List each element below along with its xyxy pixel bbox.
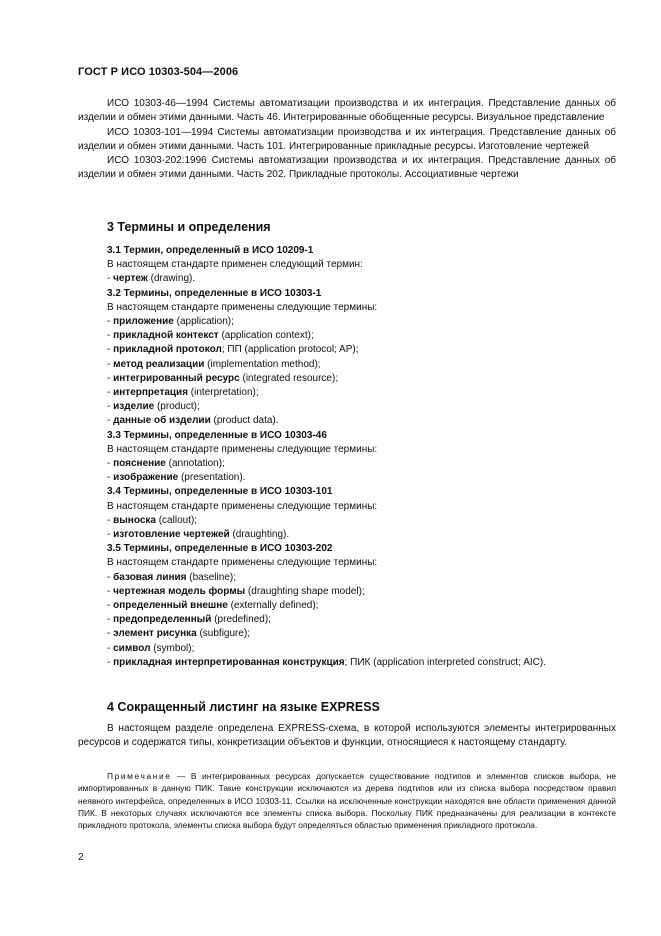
subsection-title: 3.4 Термины, определенные в ИСО 10303-101 [107, 486, 333, 498]
term-name: метод реализации [113, 358, 205, 370]
term-gloss: (symbol); [150, 642, 195, 654]
term-list-item: - выноска (callout); [107, 514, 198, 526]
section-4-title: 4 Сокращенный листинг на языке EXPRESS [107, 700, 380, 714]
term-list-item: - интегрированный ресурс (integrated resource); [107, 372, 339, 384]
subsection-title: 3.2 Термины, определенные в ИСО 10303-1 [107, 287, 322, 299]
reference-item: ИСО 10303-101—1994 Системы автоматизации производства и их интеграция. Представление данных об изделии и обмен этими данными. Часть 101. Интегрированные прикладные ресурсы. Изготовление чертежей [78, 126, 616, 152]
term-gloss: (callout); [155, 514, 198, 526]
term-gloss: (draughting). [229, 529, 290, 541]
term-list-item: - чертеж (drawing). [107, 273, 196, 285]
term-name: предопределенный [113, 614, 212, 626]
term-gloss: (externally defined); [227, 600, 319, 612]
term-gloss: (annotation); [165, 458, 225, 470]
term-name: интегрированный ресурс [113, 372, 240, 384]
term-gloss: (predefined); [211, 614, 271, 626]
subsection-intro: В настоящем стандарте применены следующие термины: [107, 500, 378, 512]
term-gloss: (application context); [218, 330, 314, 342]
term-gloss: ; ПИК (application interpreted construct; AIC). [344, 656, 546, 668]
term-gloss: (product data). [210, 415, 279, 427]
term-name: приложение [113, 316, 174, 328]
term-name: определенный внешне [113, 600, 228, 612]
page-number: 2 [78, 852, 84, 863]
section-4-body [78, 722, 616, 750]
term-gloss: (drawing). [147, 273, 196, 285]
term-list-item: - изделие (product); [107, 401, 200, 413]
term-name: изготовление чертежей [113, 529, 230, 541]
term-list-item: - метод реализации (implementation method); [107, 358, 321, 370]
term-list-item: - чертежная модель формы (draughting shape model); [107, 585, 365, 597]
term-list-item: - прикладной контекст (application context); [107, 330, 314, 342]
term-list-item: - символ (symbol); [107, 642, 195, 654]
note-label: Примечание [107, 771, 172, 781]
subsection-title: 3.1 Термин, определенный в ИСО 10209-1 [107, 245, 314, 256]
term-list-item: - изображение (presentation). [107, 472, 246, 484]
note-paragraph [78, 770, 616, 831]
term-name: пояснение [113, 458, 166, 470]
term-gloss: (interpretation); [188, 387, 259, 399]
term-name: изображение [113, 472, 179, 484]
subsection-title: 3.3 Термины, определенные в ИСО 10303-46 [107, 429, 327, 441]
term-name: прикладной контекст [113, 330, 219, 342]
term-gloss: (application); [173, 316, 234, 328]
section-3-title: 3 Термины и определения [107, 220, 271, 234]
subsection-title: 3.5 Термины, определенные в ИСО 10303-202 [107, 543, 333, 555]
term-list-item: - предопределенный (predefined); [107, 614, 271, 626]
term-list-item: - приложение (application); [107, 316, 234, 328]
term-name: символ [113, 642, 151, 654]
term-gloss: (implementation method); [204, 358, 321, 370]
term-name: прикладная интерпретированная конструкция [113, 656, 345, 668]
term-name: чертежная модель формы [113, 585, 246, 597]
term-gloss: (draughting shape model); [245, 585, 365, 597]
term-list-item: - интерпретация (interpretation); [107, 387, 259, 399]
term-list-item: - определенный внешне (externally defined); [107, 600, 319, 612]
reference-item: ИСО 10303-46—1994 Системы автоматизации производства и их интеграция. Представление данных об изделии и обмен этими данными. Часть 46. Интегрированные обобщенные ресурсы. Визуальное представление [78, 98, 616, 124]
term-list-item: - прикладная интерпретированная конструкция; ПИК (application interpreted construct; AIC). [107, 656, 546, 668]
subsection-intro: В настоящем стандарте применен следующий термин: [107, 259, 363, 271]
term-name: чертеж [113, 273, 148, 285]
term-gloss: (subfigure); [196, 628, 251, 640]
section-3-body [107, 244, 617, 670]
section-4-paragraph: В настоящем разделе определена EXPRESS-схема, в которой используются элементы интегрированных ресурсов и содержатся типы, конкретизации объектов и функции, относящиеся к настоящему стандарту. [78, 723, 616, 749]
term-gloss: ; ПП (application protocol; AP); [221, 344, 359, 356]
term-list-item: - данные об изделии (product data). [107, 415, 279, 427]
term-name: интерпретация [113, 387, 189, 399]
term-name: выноска [113, 514, 156, 526]
term-list-item: - пояснение (annotation); [107, 458, 225, 470]
term-list-item: - элемент рисунка (subfigure); [107, 628, 251, 640]
normative-references [78, 97, 616, 183]
term-name: изделие [113, 401, 155, 413]
term-name: данные об изделии [113, 415, 211, 427]
term-gloss: (product); [154, 401, 200, 413]
term-list-item: - изготовление чертежей (draughting). [107, 529, 290, 541]
subsection-intro: В настоящем стандарте применены следующие термины: [107, 557, 378, 569]
note-text: — В интегрированных ресурсах допускается существование подтипов и элементов списков выбора, не импортированных в данную ПИК. Такие конструкции исключаются из дерева подтипов или из списка выбора посредством правил неявного интерфейса, определенных в ИСО 10303-11. Ссылки на исключенные конструкции находятся вне области применения данной ПИК. В некоторых случаях исключаются все элементы списка выбора. Поскольку ПИК предназначены для реализации в контексте прикладного протокола, элементы списка выбора будут определяться областью применения прикладного протокола. [78, 771, 616, 831]
term-name: элемент рисунка [113, 628, 197, 640]
term-name: базовая линия [113, 571, 187, 583]
term-name: прикладной протокол [113, 344, 222, 356]
note-block [78, 770, 616, 831]
subsection-intro: В настоящем стандарте применены следующие термины: [107, 301, 378, 313]
term-gloss: (integrated resource); [239, 372, 339, 384]
term-list-item: - прикладной протокол; ПП (application protocol; AP); [107, 344, 359, 356]
subsection-intro: В настоящем стандарте применены следующие термины: [107, 443, 378, 455]
term-list-item: - базовая линия (baseline); [107, 571, 236, 583]
term-gloss: (baseline); [186, 571, 236, 583]
reference-item: ИСО 10303-202:1996 Системы автоматизации производства и их интеграция. Представление данных об изделии и обмен этими данными. Часть 202. Прикладные протоколы. Ассоциативные чертежи [78, 155, 616, 181]
term-gloss: (presentation). [178, 472, 246, 484]
document-header: ГОСТ Р ИСО 10303-504—2006 [78, 66, 239, 78]
